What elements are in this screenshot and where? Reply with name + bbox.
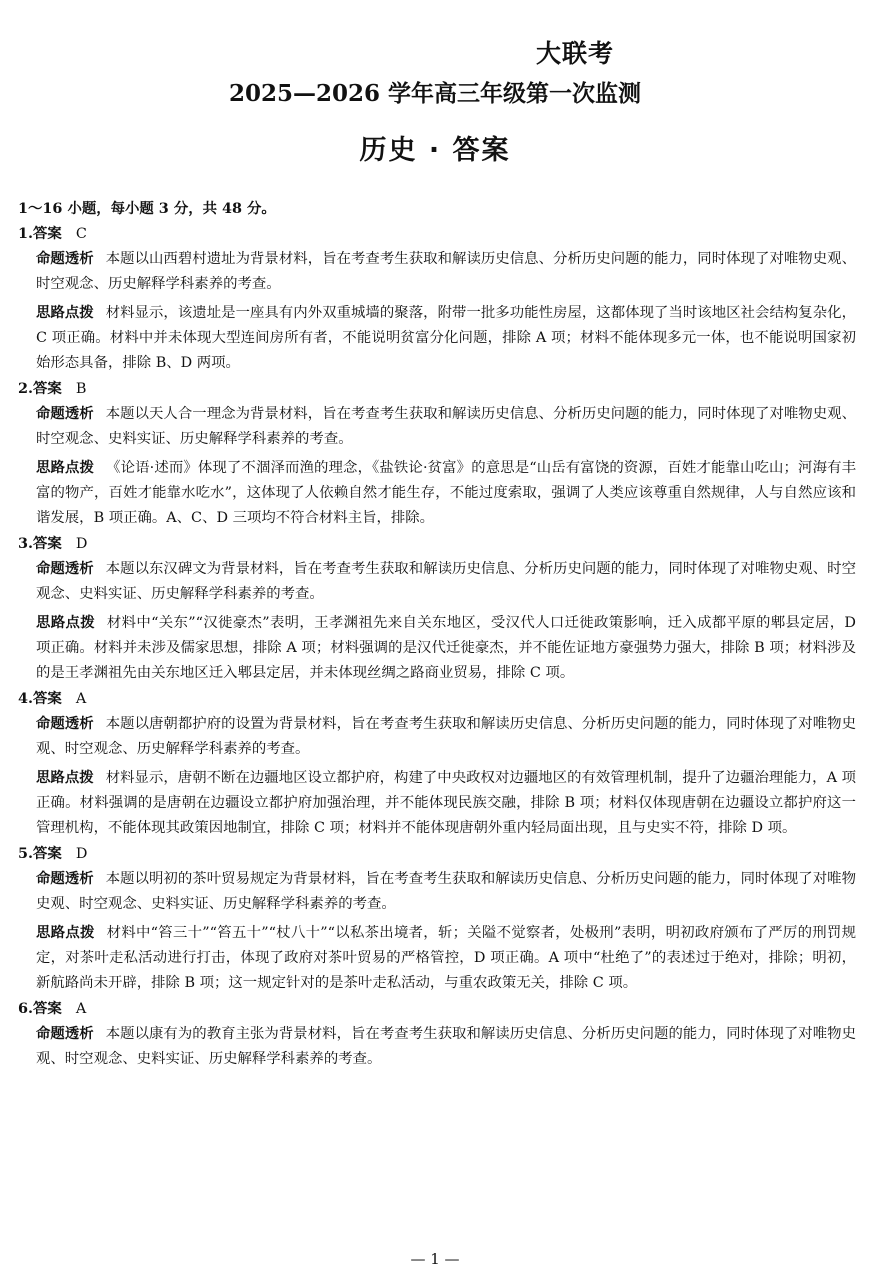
question-2	[18, 376, 856, 531]
silu-label: 思路点拨	[36, 305, 94, 321]
mingti-label: 命题透析	[36, 871, 94, 887]
question-header	[18, 686, 856, 712]
mingti-text: 本题以天人合一理念为背景材料，旨在考查考生获取和解读历史信息、分析历史问题的能力，同时体现了对唯物史观、时空观念、史料实证、历史解释学科素养的考查。	[36, 406, 856, 447]
question-number: 1.	[18, 225, 34, 242]
answer-value: A	[75, 691, 87, 707]
question-header	[18, 996, 856, 1022]
question-header	[18, 841, 856, 867]
mingti-paragraph	[18, 247, 856, 297]
document-subtitle: 历史 · 答案	[359, 135, 511, 166]
answer-value: D	[75, 536, 88, 552]
answer-value: A	[75, 1001, 87, 1017]
silu-text: 材料中“笞三十”“笞五十”“杖八十”“以私茶出境者，斩；关隘不觉察者，处极刑”表明，明初政府颁布了严厉的刑罚规定，对茶叶走私活动进行打击，体现了政府对茶叶贸易的严格管控，D 项正确。A 项中“杜绝了”的表述过于绝对，排除；明初，新航路尚未开辟，排除 B 项；这一规定针对的是茶叶走私活动，与重农政策无关，排除 C 项。	[36, 925, 856, 991]
answer-label: 答案	[33, 845, 62, 862]
mingti-text: 本题以唐朝都护府的设置为背景材料，旨在考查考生获取和解读历史信息、分析历史问题的能力，同时体现了对唯物史观、时空观念、历史解释学科素养的考查。	[36, 716, 856, 757]
question-3	[18, 531, 856, 686]
answer-label: 答案	[33, 380, 62, 397]
mingti-paragraph	[18, 402, 856, 452]
mingti-paragraph	[18, 1022, 856, 1072]
answer-value: B	[75, 381, 87, 397]
mingti-text: 本题以明初的茶叶贸易规定为背景材料，旨在考查考生获取和解读历史信息、分析历史问题的能力，同时体现了对唯物史观、时空观念、史料实证、历史解释学科素养的考查。	[36, 871, 856, 912]
silu-text: 材料中“关东”“汉徙豪杰”表明，王孝渊祖先来自关东地区，受汉代人口迁徙政策影响，迁入成都平原的郫县定居，D 项正确。材料并未涉及儒家思想，排除 A 项；材料强调的是汉代迁徙豪杰，并不能佐证地方豪强势力强大，排除 B 项；材料涉及的是王孝渊祖先由关东地区迁入郫县定居，并未体现丝绸之路商业贸易，排除 C 项。	[36, 615, 856, 681]
question-header	[18, 531, 856, 557]
mingti-label: 命题透析	[36, 406, 94, 422]
mingti-text: 本题以康有为的教育主张为背景材料，旨在考查考生获取和解读历史信息、分析历史问题的能力，同时体现了对唯物史观、时空观念、史料实证、历史解释学科素养的考查。	[36, 1026, 856, 1067]
silu-label: 思路点拨	[36, 460, 95, 476]
mingti-text: 本题以东汉碑文为背景材料，旨在考查考生获取和解读历史信息、分析历史问题的能力，同时体现了对唯物史观、时空观念、史料实证、历史解释学科素养的考查。	[36, 561, 856, 602]
question-4	[18, 686, 856, 841]
silu-paragraph	[18, 456, 856, 531]
question-header	[18, 376, 856, 402]
answer-label: 答案	[33, 690, 62, 707]
silu-paragraph	[18, 766, 856, 841]
mingti-label: 命题透析	[36, 716, 94, 732]
answer-label: 答案	[33, 225, 62, 242]
question-number: 4.	[18, 690, 34, 707]
question-5	[18, 841, 856, 996]
page-number: — 1 —	[410, 1250, 460, 1268]
mingti-paragraph	[18, 712, 856, 762]
silu-label: 思路点拨	[36, 925, 95, 941]
question-number: 6.	[18, 1000, 34, 1017]
section-intro: 1～16 小题，每小题 3 分，共 48 分。	[18, 200, 276, 217]
answer-value: D	[75, 846, 88, 862]
silu-text: 材料显示，唐朝不断在边疆地区设立都护府，构建了中央政权对边疆地区的有效管理机制，提升了边疆治理能力，A 项正确。材料强调的是唐朝在边疆设立都护府加强治理，并不能体现民族交融，排除 B 项；材料仅体现唐朝在边疆设立都护府这一管理机构，不能体现其政策因地制宜，排除 C 项；材料并不能体现唐朝外重内轻局面出现，且与史实不符，排除 D 项。	[36, 770, 856, 836]
question-number: 2.	[18, 380, 34, 397]
mingti-paragraph	[18, 867, 856, 917]
question-6	[18, 996, 856, 1072]
mingti-label: 命题透析	[36, 251, 94, 267]
brand-mark: 大联考	[536, 39, 615, 68]
question-number: 5.	[18, 845, 34, 862]
answer-label: 答案	[33, 535, 62, 552]
answer-label: 答案	[33, 1000, 62, 1017]
question-1	[18, 221, 856, 376]
question-number: 3.	[18, 535, 34, 552]
mingti-label: 命题透析	[36, 1026, 94, 1042]
silu-label: 思路点拨	[36, 615, 95, 631]
question-header	[18, 221, 856, 247]
mingti-paragraph	[18, 557, 856, 607]
mingti-text: 本题以山西碧村遗址为背景材料，旨在考查考生获取和解读历史信息、分析历史问题的能力，同时体现了对唯物史观、时空观念、历史解释学科素养的考查。	[36, 251, 856, 292]
answer-content	[18, 196, 856, 1072]
silu-label: 思路点拨	[36, 770, 94, 786]
silu-text: 《论语·述而》体现了不涸泽而渔的理念，《盐铁论·贫富》的意思是“山岳有富饶的资源，百姓才能靠山吃山；河海有丰富的物产，百姓才能靠水吃水”，这体现了人依赖自然才能生存，不能过度索取，强调了人类应该尊重自然规律，人与自然应该和谐发展，B 项正确。A、C、D 三项均不符合材料主旨，排除。	[36, 460, 856, 526]
silu-text: 材料显示，该遗址是一座具有内外双重城墙的聚落，附带一批多功能性房屋，这都体现了当时该地区社会结构复杂化，C 项正确。材料中并未体现大型连间房所有者，不能说明贫富分化问题，排除 A 项；材料不能体现多元一体，也不能说明国家初始形态具备，排除 B、D 两项。	[36, 305, 856, 371]
silu-paragraph	[18, 611, 856, 686]
mingti-label: 命题透析	[36, 561, 94, 577]
silu-paragraph	[18, 301, 856, 376]
answer-value: C	[75, 226, 87, 242]
silu-paragraph	[18, 921, 856, 996]
document-title: 2025—2026 学年高三年级第一次监测	[228, 80, 642, 107]
